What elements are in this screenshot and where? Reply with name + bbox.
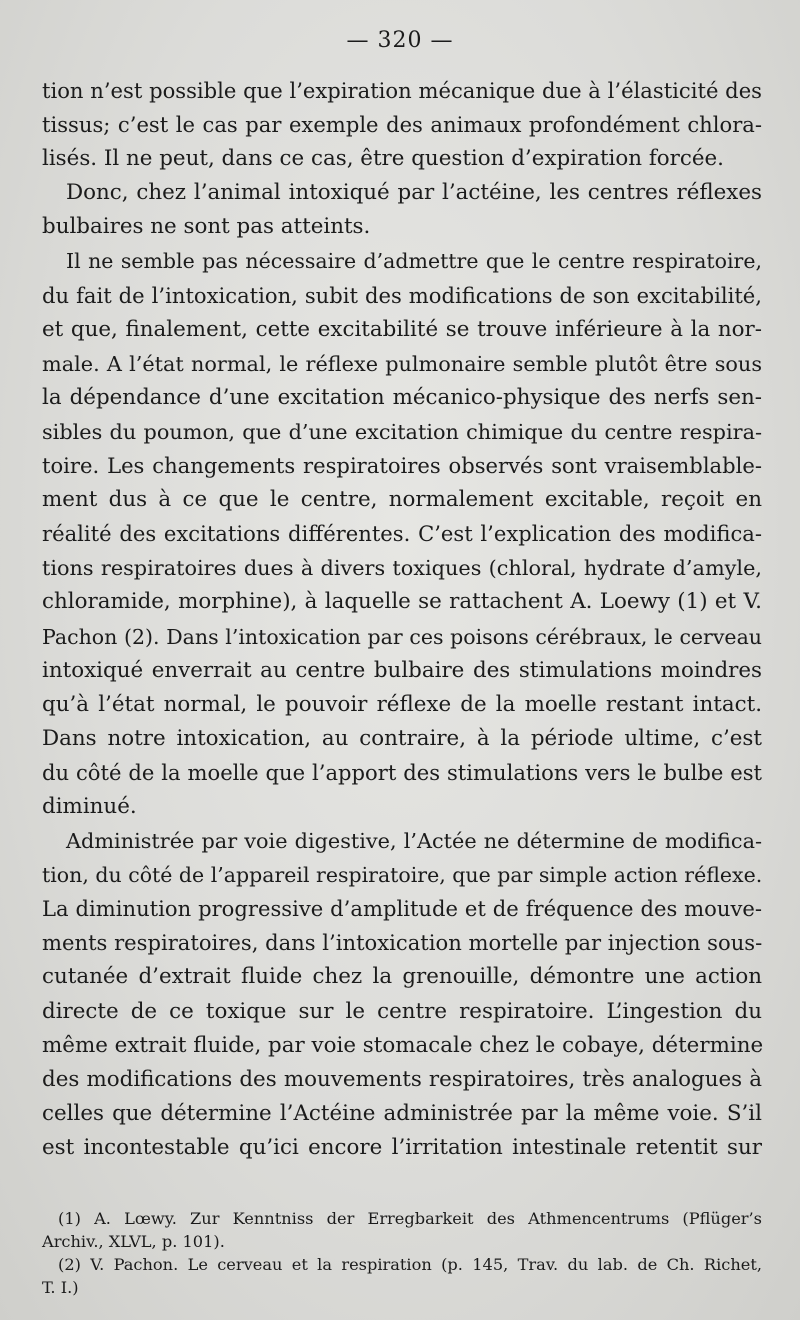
footnote-2 (42, 1253, 762, 1299)
paragraph-4 (42, 824, 762, 1165)
text-line: diminué. (42, 793, 137, 819)
text-line: même extrait fluide, par voie stomacale chez le cobaye, détermine (42, 1032, 764, 1058)
text-line: tions respiratoires dues à divers toxiques (chloral, hydrate d’amyle, (42, 556, 762, 581)
text-line: intoxiqué enverrait au centre bulbaire des stimulations moindres (42, 657, 762, 683)
text-line: toire. Les changements respiratoires observés sont vraisemblable- (42, 453, 762, 479)
text-line: Dans notre intoxication, au contraire, à la période ultime, c’est (42, 725, 762, 751)
text-line: est incontestable qu’ici encore l’irritation intestinale retentit sur (42, 1134, 762, 1160)
footnote-line: (2) V. Pachon. Le cerveau et la respiration (p. 145, Trav. du lab. de Ch. Richet, (58, 1255, 762, 1274)
text-line: du fait de l’intoxication, subit des modifications de son excitabilité, (42, 282, 762, 308)
text-line: Donc, chez l’animal intoxiqué par l’actéine, les centres réflexes (66, 180, 762, 206)
text-line: chloramide, morphine), à laquelle se rattachent A. Loewy (1) et V. (42, 589, 762, 615)
text-line: ment dus à ce que le centre, normalement excitable, reçoit en (42, 487, 762, 513)
text-line: sibles du poumon, que d’une excitation chimique du centre respira- (42, 419, 762, 444)
text-line: male. A l’état normal, le réflexe pulmonaire semble plutôt être sous (42, 351, 762, 376)
text-line: tion n’est possible que l’expiration mécanique due à l’élasticité des (42, 78, 762, 103)
text-line: cutanée d’extrait fluide chez la grenouille, démontre une action (42, 964, 762, 990)
page-number: — 320 — (346, 28, 454, 53)
text-line: la dépendance d’une excitation mécanico-physique des nerfs sen- (42, 384, 762, 410)
paragraph-2 (42, 176, 762, 244)
text-line: ments respiratoires, dans l’intoxication mortelle par injection sous- (42, 930, 763, 956)
body-text (42, 74, 762, 1165)
text-line: du côté de la moelle que l’apport des stimulations vers le bulbe est (42, 759, 762, 785)
text-line: bulbaires ne sont pas atteints. (42, 214, 371, 240)
text-line: réalité des excitations différentes. C’est l’explication des modifica- (42, 521, 762, 547)
text-line: qu’à l’état normal, le pouvoir réflexe de la moelle restant intact. (42, 691, 762, 717)
footnote-line: Archiv., XLVL, p. 101). (42, 1232, 225, 1251)
text-line: Pachon (2). Dans l’intoxication par ces poisons cérébraux, le cerveau (42, 624, 762, 649)
footnote-line: T. I.) (42, 1278, 79, 1297)
paragraph-3 (42, 244, 762, 824)
footnote-line: (1) A. Lœwy. Zur Kenntniss der Erregbarkeit des Athmencentrums (Pflüger’s (58, 1209, 762, 1228)
text-line: tion, du côté de l’appareil respiratoire, que par simple action réflexe. (42, 863, 763, 888)
text-line: Administrée par voie digestive, l’Actée ne détermine de modifica- (66, 829, 762, 854)
paragraph-1 (42, 74, 762, 176)
footnotes (42, 1207, 762, 1299)
text-line: tissus; c’est le cas par exemple des animaux profondément chlora- (42, 112, 762, 138)
text-line: Il ne semble pas nécessaire d’admettre que le centre respiratoire, (66, 249, 762, 274)
text-line: des modifications des mouvements respiratoires, très analogues à (42, 1066, 762, 1092)
text-line: lisés. Il ne peut, dans ce cas, être question d’expiration forcée. (42, 146, 724, 172)
text-line: et que, finalement, cette excitabilité se trouve inférieure à la nor- (42, 316, 762, 342)
text-line: celles que détermine l’Actéine administrée par la même voie. S’il (42, 1100, 762, 1126)
text-line: La diminution progressive d’amplitude et de fréquence des mouve- (42, 896, 762, 922)
text-line: directe de ce toxique sur le centre respiratoire. L’ingestion du (42, 998, 762, 1024)
footnote-1 (42, 1207, 762, 1253)
